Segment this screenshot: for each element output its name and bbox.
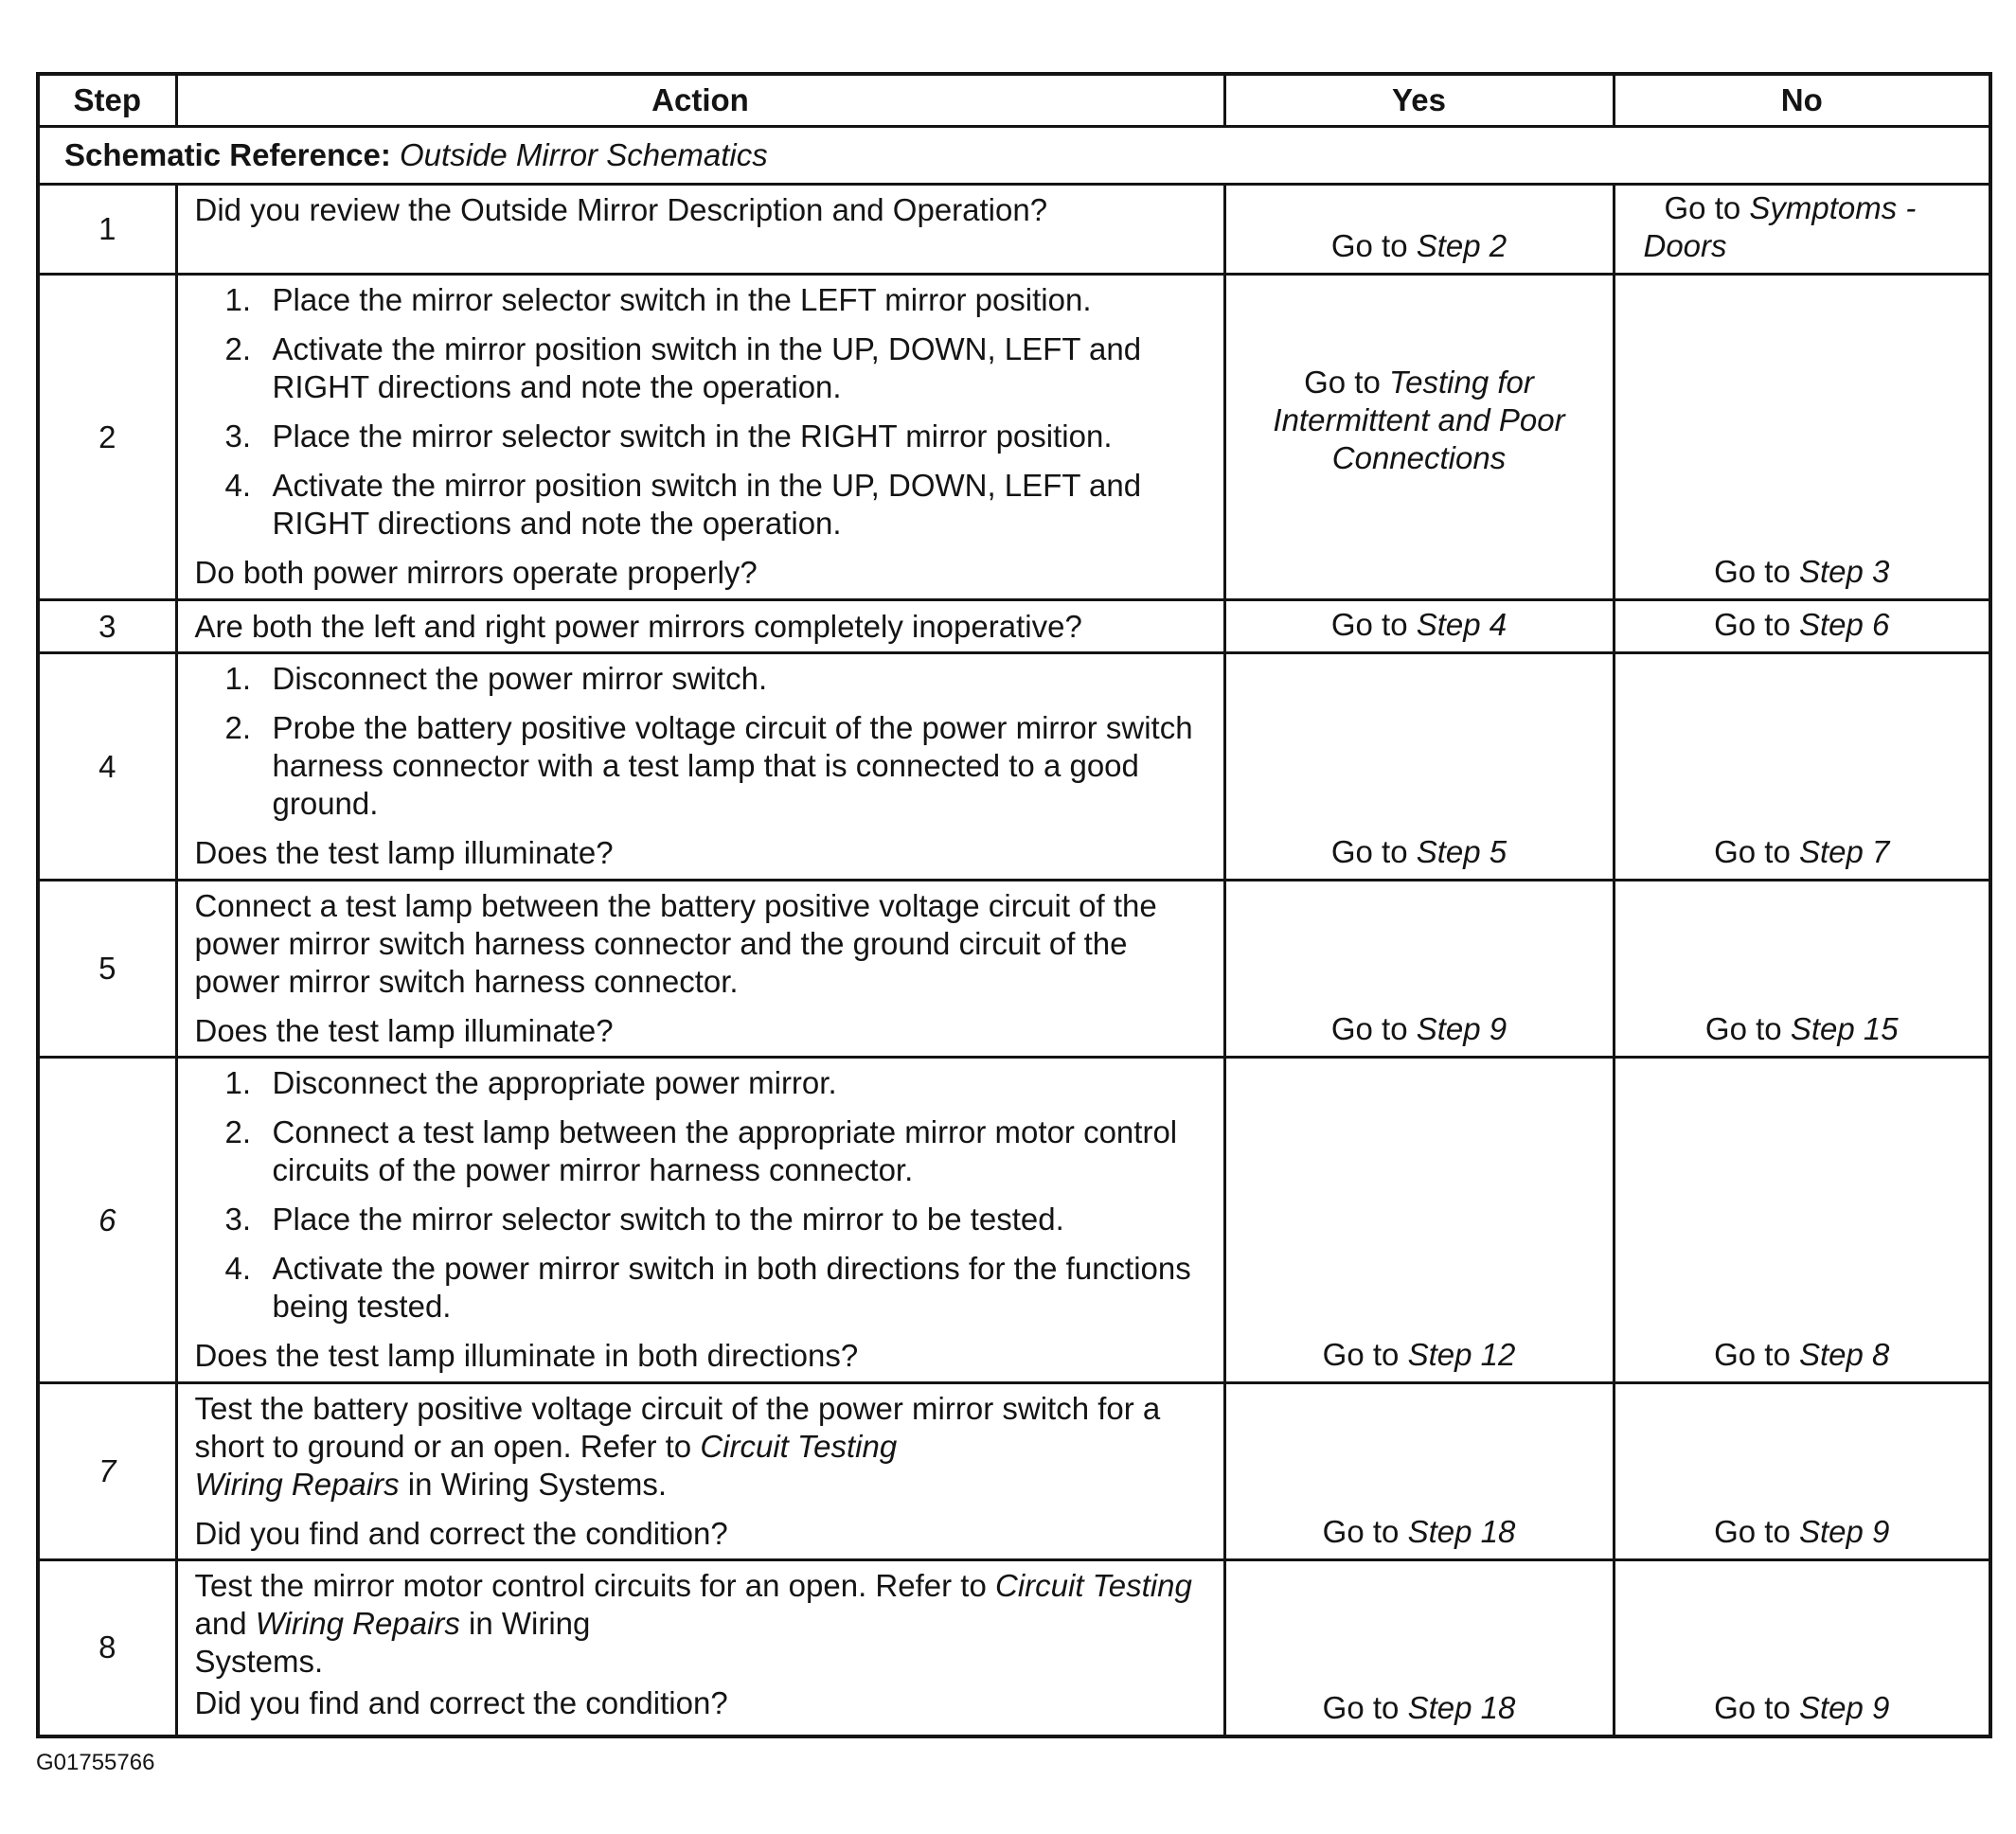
no-prefix: Go to — [1714, 1689, 1791, 1725]
table-row — [38, 1058, 1990, 1383]
no-cell[interactable] — [1614, 185, 1990, 275]
action-cell — [176, 1058, 1224, 1383]
action-cell — [176, 881, 1224, 1058]
step-number: 3 — [38, 600, 176, 653]
action-cell — [176, 185, 1224, 275]
yes-link[interactable]: Step 2 — [1416, 228, 1508, 263]
action-question: Did you find and correct the condition? — [194, 1516, 728, 1551]
no-prefix: Go to — [1714, 834, 1791, 869]
yes-link[interactable]: Step 12 — [1407, 1337, 1516, 1372]
list-item: 1. Place the mirror selector switch in the LEFT mirror position. — [224, 282, 1092, 317]
action-question: Does the test lamp illuminate? — [194, 835, 614, 870]
step-number: 6 — [38, 1058, 176, 1383]
action-text: Test the battery positive voltage circuit of the power mirror switch for a short to ground or an open. Refer to Circuit Testing Wiring Repairs in Wiring Systems. — [194, 1391, 1161, 1502]
action-cell — [176, 1560, 1224, 1736]
yes-prefix: Go to — [1322, 1337, 1400, 1372]
action-text: Connect a test lamp between the battery positive voltage circuit of the power mirror switch harness connector and the ground circuit of the power mirror switch harness connector. — [194, 888, 1157, 999]
no-link[interactable]: Step 9 — [1798, 1514, 1890, 1549]
no-link[interactable]: Step 15 — [1790, 1011, 1899, 1046]
step-number: 8 — [38, 1560, 176, 1736]
yes-link[interactable]: Step 9 — [1416, 1011, 1508, 1046]
list-item: 4. Activate the mirror position switch in the UP, DOWN, LEFT and RIGHT directions and note the operation. — [224, 468, 1142, 541]
action-question: Did you find and correct the condition? — [194, 1685, 728, 1720]
list-item: 1. Disconnect the appropriate power mirror. — [224, 1065, 837, 1100]
yes-prefix: Go to — [1322, 1689, 1400, 1725]
yes-prefix: Go to — [1304, 364, 1381, 400]
yes-cell[interactable] — [1224, 1058, 1614, 1383]
header-step: Step — [38, 74, 176, 127]
list-item: 2. Probe the battery positive voltage circuit of the power mirror switch harness connector with a test lamp that is connected to a good ground. — [224, 710, 1193, 821]
action-question: Did you review the Outside Mirror Description and Operation? — [194, 192, 1048, 227]
wiring-repairs-link[interactable]: Wiring Repairs — [255, 1606, 460, 1641]
no-prefix: Go to — [1714, 1514, 1791, 1549]
step-number: 5 — [38, 881, 176, 1058]
action-cell — [176, 653, 1224, 881]
action-question: Does the test lamp illuminate in both directions? — [194, 1338, 859, 1373]
action-steps-list — [195, 281, 1206, 543]
action-question: Does the test lamp illuminate? — [194, 1013, 614, 1048]
circuit-testing-link[interactable]: Circuit Testing — [700, 1429, 898, 1464]
schematic-reference-link[interactable]: Outside Mirror Schematics — [400, 137, 768, 172]
no-link[interactable]: Step 8 — [1798, 1337, 1890, 1372]
table-row — [38, 275, 1990, 600]
no-link[interactable]: Step 7 — [1798, 834, 1890, 869]
step-number: 1 — [38, 185, 176, 275]
yes-link[interactable]: Step 5 — [1416, 834, 1508, 869]
diagnostic-table — [36, 72, 1992, 1738]
no-cell[interactable] — [1614, 653, 1990, 881]
table-row — [38, 653, 1990, 881]
action-cell — [176, 275, 1224, 600]
yes-prefix: Go to — [1330, 834, 1408, 869]
yes-prefix: Go to — [1330, 606, 1408, 642]
list-item: 2. Connect a test lamp between the appropriate mirror motor control circuits of the power mirror harness connector. — [224, 1114, 1178, 1187]
step-number: 7 — [38, 1383, 176, 1560]
yes-cell[interactable] — [1224, 600, 1614, 653]
action-cell — [176, 1383, 1224, 1560]
yes-cell[interactable] — [1224, 1383, 1614, 1560]
schematic-reference-label: Schematic Reference: — [64, 137, 391, 172]
yes-link[interactable]: Step 18 — [1407, 1514, 1516, 1549]
no-cell[interactable] — [1614, 881, 1990, 1058]
action-cell — [176, 600, 1224, 653]
no-cell[interactable] — [1614, 1560, 1990, 1736]
table-row — [38, 881, 1990, 1058]
diagnostic-table-container — [36, 72, 1989, 1738]
step-number: 4 — [38, 653, 176, 881]
no-cell[interactable] — [1614, 275, 1990, 600]
yes-link[interactable]: Testing for Intermittent and Poor Connections — [1273, 364, 1565, 475]
yes-cell[interactable] — [1224, 1560, 1614, 1736]
yes-cell[interactable] — [1224, 881, 1614, 1058]
yes-cell[interactable] — [1224, 653, 1614, 881]
list-item: 1. Disconnect the power mirror switch. — [224, 661, 768, 696]
table-row — [38, 1383, 1990, 1560]
action-text: Test the mirror motor control circuits for an open. Refer to Circuit Testing and Wiring Repairs in Wiring Systems. — [194, 1568, 1192, 1679]
action-steps-list — [195, 1064, 1206, 1326]
list-item: 3. Place the mirror selector switch to the mirror to be tested. — [224, 1202, 1064, 1237]
action-question: Do both power mirrors operate properly? — [194, 555, 758, 590]
list-item: 3. Place the mirror selector switch in the RIGHT mirror position. — [224, 418, 1113, 454]
header-action: Action — [176, 74, 1224, 127]
yes-cell[interactable] — [1224, 275, 1614, 600]
no-prefix: Go to — [1714, 606, 1791, 642]
step-number: 2 — [38, 275, 176, 600]
no-link[interactable]: Step 9 — [1798, 1689, 1890, 1725]
no-prefix: Go to — [1714, 554, 1791, 589]
no-cell[interactable] — [1614, 1383, 1990, 1560]
circuit-testing-link[interactable]: Circuit Testing — [994, 1568, 1192, 1603]
no-prefix: Go to — [1704, 1011, 1782, 1046]
figure-id: G01755766 — [36, 1750, 155, 1775]
no-prefix: Go to — [1714, 1337, 1791, 1372]
no-link[interactable]: Step 3 — [1798, 554, 1890, 589]
list-item: 2. Activate the mirror position switch in the UP, DOWN, LEFT and RIGHT directions and note the operation. — [224, 331, 1142, 404]
yes-link[interactable]: Step 18 — [1407, 1689, 1516, 1725]
table-row — [38, 600, 1990, 653]
no-cell[interactable] — [1614, 600, 1990, 653]
yes-prefix: Go to — [1322, 1514, 1400, 1549]
list-item: 4. Activate the power mirror switch in both directions for the functions being tested. — [224, 1251, 1191, 1324]
yes-prefix: Go to — [1330, 228, 1408, 263]
no-cell[interactable] — [1614, 1058, 1990, 1383]
header-yes: Yes — [1224, 74, 1614, 127]
wiring-repairs-link[interactable]: Wiring Repairs — [194, 1467, 400, 1502]
yes-cell[interactable] — [1224, 185, 1614, 275]
no-link[interactable]: Symptoms - Doors — [1643, 190, 1917, 263]
no-link[interactable]: Step 6 — [1798, 606, 1890, 642]
header-row — [38, 74, 1990, 127]
schematic-reference-row — [38, 127, 1990, 185]
table-row — [38, 185, 1990, 275]
table-row — [38, 1560, 1990, 1736]
action-question: Are both the left and right power mirrors completely inoperative? — [194, 608, 1082, 644]
yes-link[interactable]: Step 4 — [1416, 606, 1508, 642]
yes-prefix: Go to — [1330, 1011, 1408, 1046]
no-prefix: Go to — [1664, 190, 1741, 225]
action-steps-list — [195, 660, 1206, 823]
header-no: No — [1614, 74, 1990, 127]
